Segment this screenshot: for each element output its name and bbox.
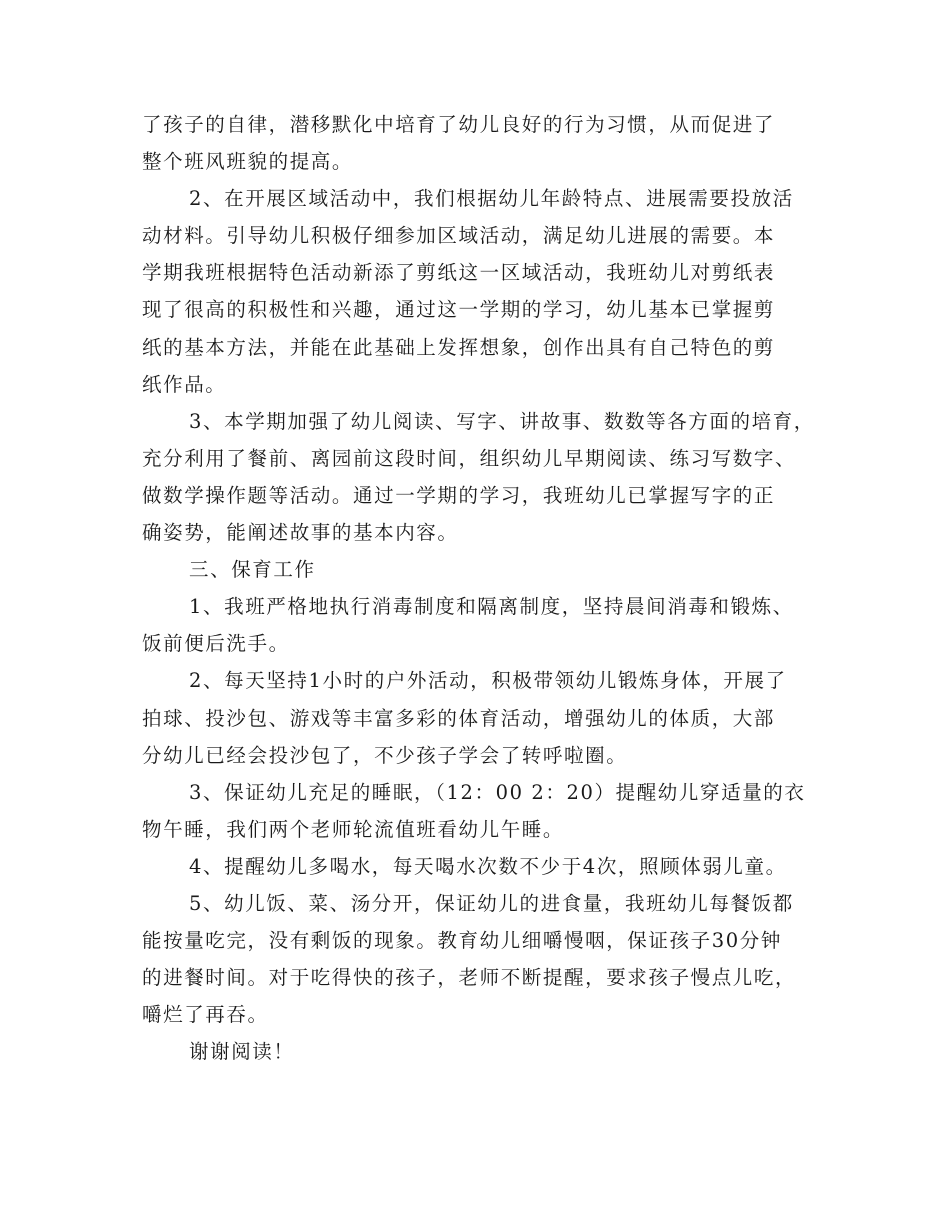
text-line: 1、我班严格地执行消毒制度和隔离制度，坚持晨间消毒和锻炼、 (189, 595, 794, 619)
document-body (142, 106, 832, 1070)
text-line: 充分利用了餐前、离园前这段时间，组织幼儿早期阅读、练习写数字、 (142, 446, 797, 470)
text-line: 的进餐时间。对于吃得快的孩子，老师不断提醒，要求孩子慢点儿吃， (142, 966, 797, 990)
text-line: 了孩子的自律，潜移默化中培育了幼儿良好的行为习惯，从而促进了 (142, 113, 776, 136)
text-line: 物午睡，我们两个老师轮流值班看幼儿午睡。 (142, 817, 565, 841)
text-line: 纸的基本方法，并能在此基础上发挥想象，创作出具有自己特色的剪 (142, 335, 776, 359)
text-line: 3、本学期加强了幼儿阅读、写字、讲故事、数数等各方面的培育， (189, 409, 815, 433)
text-line: 5、幼儿饭、菜、汤分开，保证幼儿的进食量，我班幼儿每餐饭都 (189, 891, 794, 915)
text-line: 拍球、投沙包、游戏等丰富多彩的体育活动，增强幼儿的体质，大部 (142, 706, 776, 730)
text-line: 确姿势，能阐述故事的基本内容。 (142, 521, 459, 545)
text-line: 谢谢阅读！ (189, 1040, 295, 1064)
text-line: 纸作品。 (142, 372, 227, 396)
text-line: 饭前便后洗手。 (142, 632, 290, 656)
text-line: 2、在开展区域活动中，我们根据幼儿年龄特点、进展需要投放活 (189, 187, 794, 211)
text-line: 4、提醒幼儿多喝水，每天喝水次数不少于4次，照顾体弱儿童。 (189, 854, 787, 878)
text-line: 做数学操作题等活动。通过一学期的学习，我班幼儿已掌握写字的正 (142, 483, 776, 507)
text-line: 现了很高的积极性和兴趣，通过这一学期的学习，幼儿基本已掌握剪 (142, 298, 776, 322)
text-line: 3、保证幼儿充足的睡眠，（12：00 2：20）提醒幼儿穿适量的衣 (189, 780, 806, 804)
text-line: 嚼烂了再吞。 (142, 1003, 269, 1027)
text-line: 学期我班根据特色活动新添了剪纸这一区域活动，我班幼儿对剪纸表 (142, 261, 776, 285)
text-line: 能按量吃完，没有剩饭的现象。教育幼儿细嚼慢咽，保证孩子30分钟 (142, 929, 782, 953)
text-line: 2、每天坚持1小时的户外活动，积极带领幼儿锻炼身体，开展了 (189, 669, 787, 693)
text-line: 分幼儿已经会投沙包了，不少孩子学会了转呼啦圈。 (142, 743, 628, 767)
text-line: 整个班风班貌的提高。 (142, 150, 354, 174)
text-line: 三、保育工作 (189, 558, 316, 582)
text-line: 动材料。引导幼儿积极仔细参加区域活动，满足幼儿进展的需要。本 (142, 224, 776, 248)
